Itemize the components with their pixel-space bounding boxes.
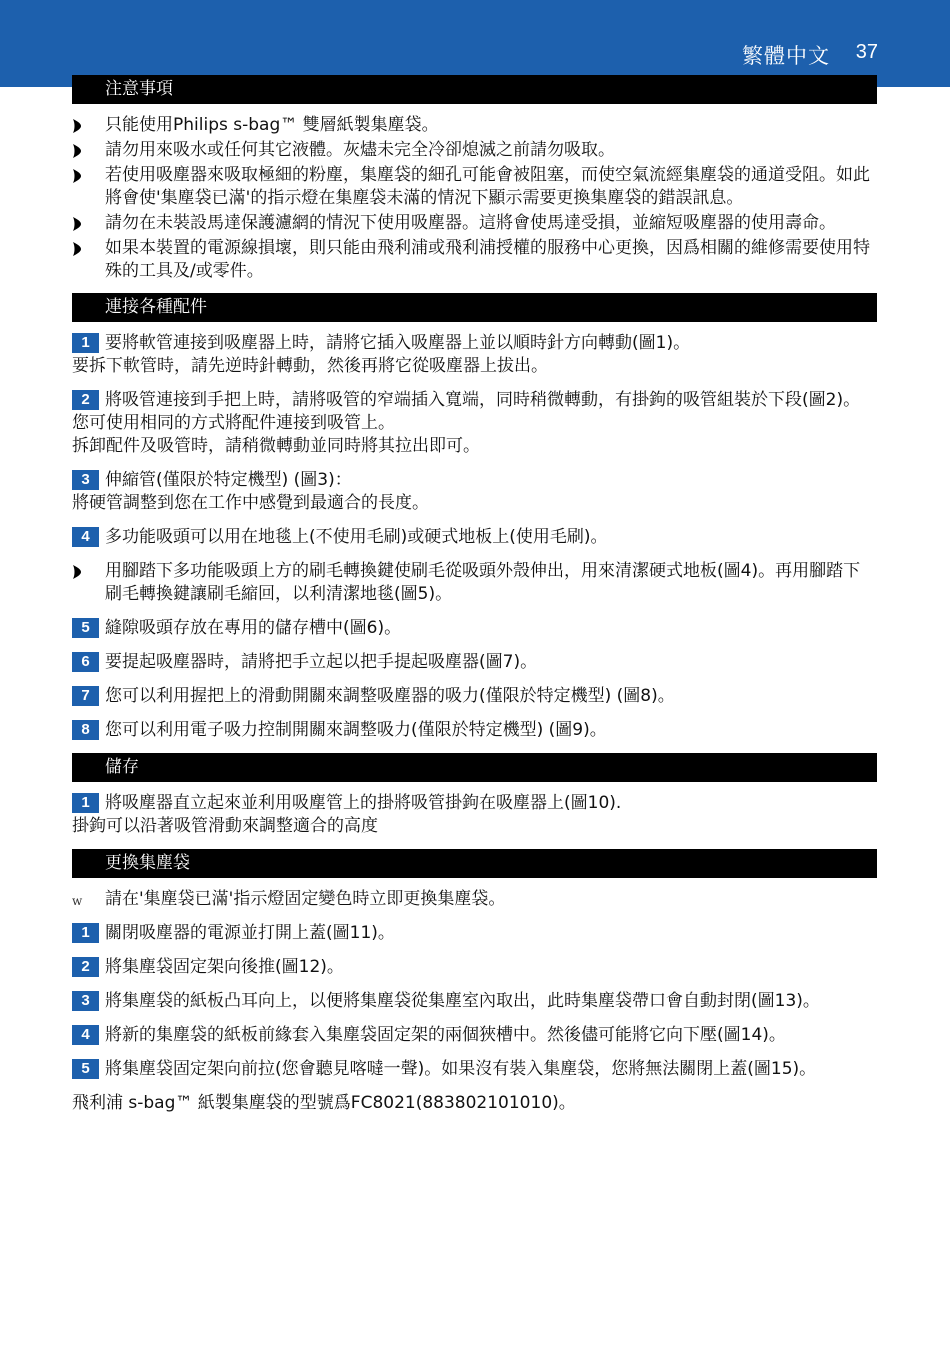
step-item [72, 617, 877, 640]
step-number: 1 [72, 333, 99, 353]
step-text: 將吸管連接到手把上時，請將吸管的窄端插入寬端，同時稍微轉動，有掛鉤的吸管組裝於下段(圖2)。 [105, 390, 861, 410]
step-text: 您可以利用握把上的滑動開關來調整吸塵器的吸力(僅限於特定機型) (圖8)。 [105, 686, 675, 706]
step-item [72, 469, 877, 515]
list-item: 用腳踏下多功能吸頭上方的刷毛轉換鍵使刷毛從吸頭外殼伸出，用來清潔硬式地板(圖4)。再用腳踏下刷毛轉換鍵讓刷毛縮回，以利清潔地毯(圖5)。 [72, 560, 877, 606]
step-text: 將集塵袋固定架向前拉(您會聽見喀噠一聲)。如果沒有裝入集塵袋，您將無法關閉上蓋(圖15)。 [105, 1059, 817, 1079]
step-text: 要提起吸塵器時，請將把手立起以把手提起吸塵器(圖7)。 [105, 652, 538, 672]
step-text: 將新的集塵袋的紙板前緣套入集塵袋固定架的兩個狹槽中。然後儘可能將它向下壓(圖14)。 [105, 1025, 786, 1045]
section-storage [72, 753, 877, 838]
step-text: 將集塵袋固定架向後推(圖12)。 [105, 957, 344, 977]
step-number: 2 [72, 390, 99, 410]
step-text: 縫隙吸頭存放在專用的儲存槽中(圖6)。 [105, 618, 402, 638]
step-item [72, 719, 877, 742]
step-item [72, 1058, 877, 1081]
step-note: 將硬管調整到您在工作中感覺到最適合的長度。 [72, 493, 429, 513]
bullet-arrow-icon [72, 144, 82, 158]
step-item [72, 1024, 877, 1047]
step-item [72, 651, 877, 674]
step-number: 1 [72, 793, 99, 813]
step-number: 6 [72, 652, 99, 672]
bullet-arrow-icon [72, 217, 82, 231]
step-number: 7 [72, 686, 99, 706]
step-text: 多功能吸頭可以用在地毯上(不使用毛刷)或硬式地板上(使用毛刷)。 [105, 527, 608, 547]
model-number-note: 飛利浦 s-bag™ 紙製集塵袋的型號爲FC8021(883802101010)。 [72, 1093, 576, 1113]
page-content [72, 75, 877, 1121]
step-item [72, 922, 877, 945]
step-item [72, 792, 877, 838]
step-text: 將集塵袋的紙板凸耳向上，以便將集塵袋從集塵室內取出，此時集塵袋帶口會自動封閉(圖13)。 [105, 991, 820, 1011]
w-marker: w [72, 894, 83, 908]
section-title: 連接各種配件 [72, 293, 877, 322]
step-item [72, 956, 877, 979]
step-note: 掛鉤可以沿著吸管滑動來調整適合的高度 [72, 816, 378, 836]
bullet-arrow-icon [72, 565, 82, 579]
step-text: 伸縮管(僅限於特定機型) (圖3)： [105, 470, 352, 490]
list-item: 請勿用來吸水或任何其它液體。灰燼未完全冷卻熄滅之前請勿吸取。 [72, 139, 877, 162]
page-number: 37 [855, 41, 878, 63]
section-accessories [72, 293, 877, 742]
step-text: 關閉吸塵器的電源並打開上蓋(圖11)。 [105, 923, 395, 943]
step-item [72, 990, 877, 1013]
list-item: 只能使用Philips s-bag™ 雙層紙製集塵袋。 [72, 114, 877, 137]
step-number: 3 [72, 991, 99, 1011]
section-title: 更換集塵袋 [72, 849, 877, 878]
list-item: 請勿在未裝設馬達保護濾網的情況下使用吸塵器。這將會使馬達受損，並縮短吸塵器的使用壽命。 [72, 212, 877, 235]
step-number: 5 [72, 1059, 99, 1079]
step-text: 將吸塵器直立起來並利用吸塵管上的掛將吸管掛鉤在吸塵器上(圖10). [105, 793, 622, 813]
step-note: 要拆下軟管時，請先逆時針轉動，然後再將它從吸塵器上拔出。 [72, 356, 548, 376]
list-item: 若使用吸塵器來吸取極細的粉塵，集塵袋的細孔可能會被阻塞，而使空氣流經集塵袋的通道受阻。如此將會使'集塵袋已滿'的指示燈在集塵袋未滿的情況下顯示需要更換集塵袋的錯誤訊息。 [72, 164, 877, 210]
section-title: 儲存 [72, 753, 877, 782]
step-item [72, 332, 877, 378]
step-number: 3 [72, 470, 99, 490]
list-item: 如果本裝置的電源線損壞，則只能由飛利浦或飛利浦授權的服務中心更換，因爲相關的維修需要使用特殊的工具及/或零件。 [72, 237, 877, 283]
step-number: 4 [72, 527, 99, 547]
bullet-arrow-icon [72, 119, 82, 133]
step-note: 您可使用相同的方式將配件連接到吸管上。 [72, 413, 395, 433]
step-item [72, 389, 877, 458]
header-bar [0, 0, 950, 87]
language-label: 繁體中文 [742, 44, 830, 68]
bullet-arrow-icon [72, 169, 82, 183]
section-title: 注意事項 [72, 75, 877, 104]
list-item: w 請在'集塵袋已滿'指示燈固定變色時立即更換集塵袋。 [72, 888, 877, 911]
section-replace-bag [72, 849, 877, 1115]
step-item [72, 526, 877, 549]
step-number: 1 [72, 923, 99, 943]
section-precautions [72, 75, 877, 283]
step-text: 您可以利用電子吸力控制開關來調整吸力(僅限於特定機型) (圖9)。 [105, 720, 607, 740]
step-item [72, 685, 877, 708]
step-number: 4 [72, 1025, 99, 1045]
step-number: 5 [72, 618, 99, 638]
step-text: 要將軟管連接到吸塵器上時，請將它插入吸塵器上並以順時針方向轉動(圖1)。 [105, 333, 691, 353]
step-number: 2 [72, 957, 99, 977]
bullet-arrow-icon [72, 242, 82, 256]
step-number: 8 [72, 720, 99, 740]
step-note: 拆卸配件及吸管時，請稍微轉動並同時將其拉出即可。 [72, 436, 480, 456]
